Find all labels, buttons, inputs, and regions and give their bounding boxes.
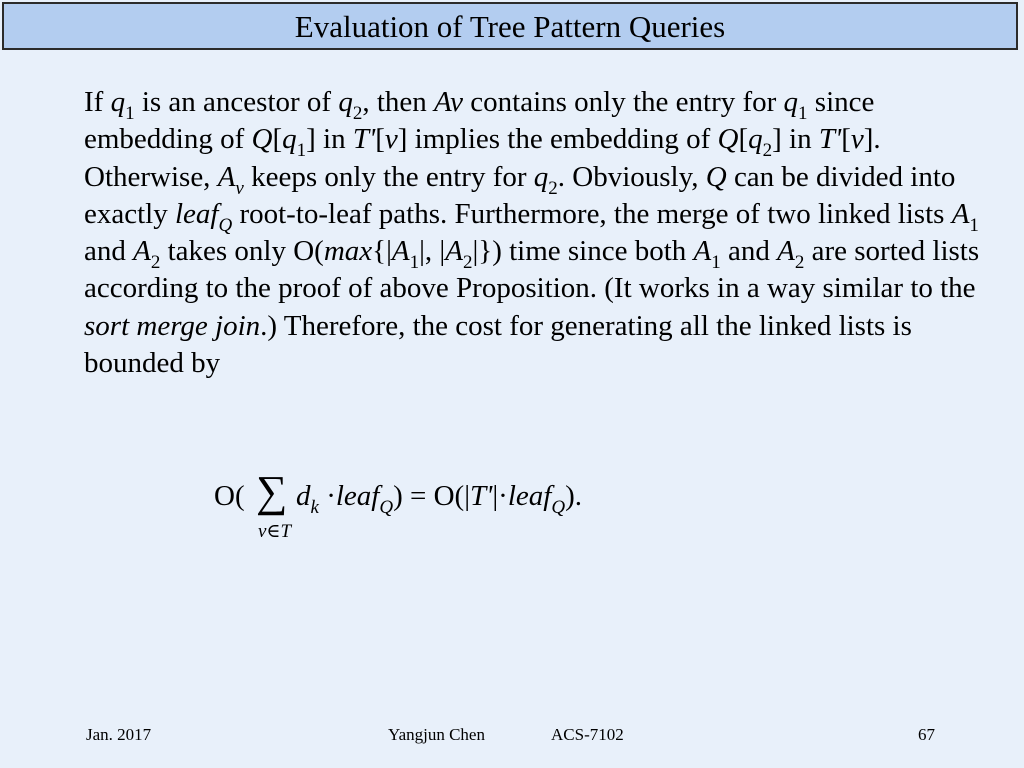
page-number: 67 bbox=[918, 725, 935, 744]
footer-date: Jan. 2017 bbox=[86, 725, 152, 744]
summation-range: v∈T bbox=[258, 521, 292, 542]
formula-expression: $d_k$ ·leaf$_Q$) = O(|T'|·leaf$_Q$). bbox=[296, 480, 582, 518]
formula-open: O( bbox=[214, 480, 245, 512]
footer-course: ACS-7102 bbox=[551, 725, 624, 744]
body-paragraph: If $q_1$ is an ancestor of $q_2$, then Av contains only the entry for $q_1$ since embedding of $Q[q_1]$ in T'[v] implies the embedding of $Q[q_2]$ in T'[v]. Otherwise, $A_v$ keeps only the entry for $q_2$. Obviously, Q can be divided into exactly leaf$_Q$ root-to-leaf paths. Furthermore, the merge of two linked lists $A_1$ and $A_2$ takes only $O(\max\{|A_1|$, $|A_2|$}) time since both $A_1$ and $A_2$ are sorted lists according to the proof of above Proposition. (It works in a way similar to the sort merge join.) Therefore, the cost for generating all the linked lists is bounded by bbox=[84, 86, 980, 380]
summation-sign: ∑ bbox=[256, 467, 288, 516]
slide-body bbox=[84, 84, 1006, 382]
footer-author: Yangjun Chen bbox=[388, 725, 485, 744]
slide-title: Evaluation of Tree Pattern Queries bbox=[2, 2, 1018, 50]
